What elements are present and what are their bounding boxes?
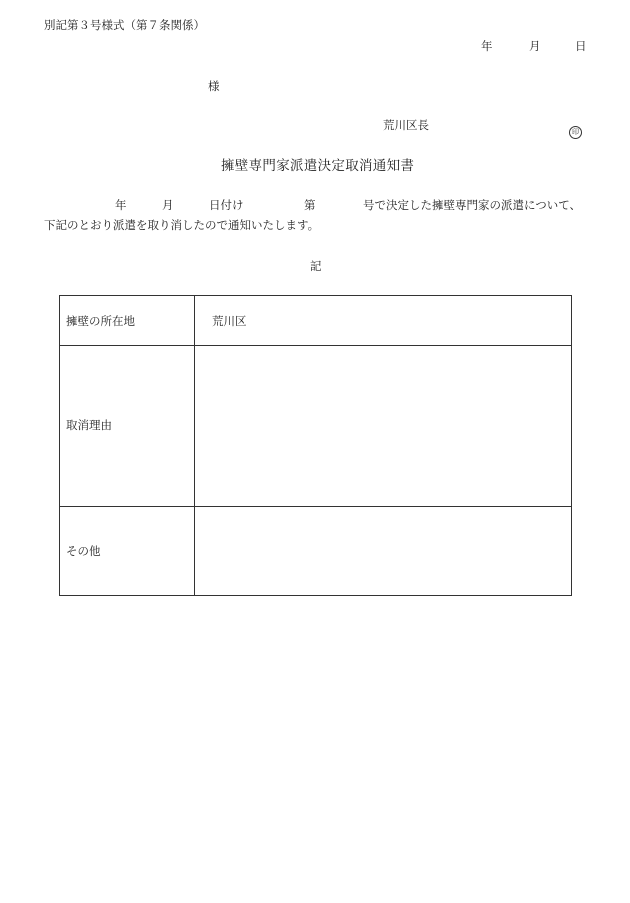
- body-line1-tail: 号で決定した擁壁専門家の派遣について、: [363, 198, 582, 212]
- date-month-label: 月: [529, 39, 541, 53]
- table-row-location: [60, 296, 571, 345]
- addressee-suffix: 様: [208, 79, 220, 93]
- details-table: [59, 295, 572, 596]
- body-number-prefix: 第: [304, 198, 316, 212]
- body-year-label: 年: [115, 198, 127, 212]
- body-line2: 下記のとおり派遣を取り消したので通知いたします。: [44, 218, 320, 232]
- issuer-name: 荒川区長: [383, 118, 429, 132]
- form-number: 別記第３号様式（第７条関係）: [44, 18, 205, 32]
- row-label-reason: 取消理由: [66, 418, 112, 432]
- document-title: 擁壁専門家派遣決定取消通知書: [221, 158, 415, 174]
- table-row-other: [60, 506, 571, 595]
- row-label-location: 擁壁の所在地: [66, 314, 135, 328]
- body-dated-label: 日付け: [209, 198, 244, 212]
- row-label-other: その他: [66, 544, 101, 558]
- table-row-reason: [60, 345, 571, 506]
- row-value-location: 荒川区: [212, 314, 247, 328]
- date-year-label: 年: [481, 39, 493, 53]
- seal-icon: 印: [569, 126, 582, 139]
- seal-mark: [569, 119, 582, 139]
- date-day-label: 日: [575, 39, 587, 53]
- body-month-label: 月: [162, 198, 174, 212]
- ki-heading: 記: [310, 259, 322, 273]
